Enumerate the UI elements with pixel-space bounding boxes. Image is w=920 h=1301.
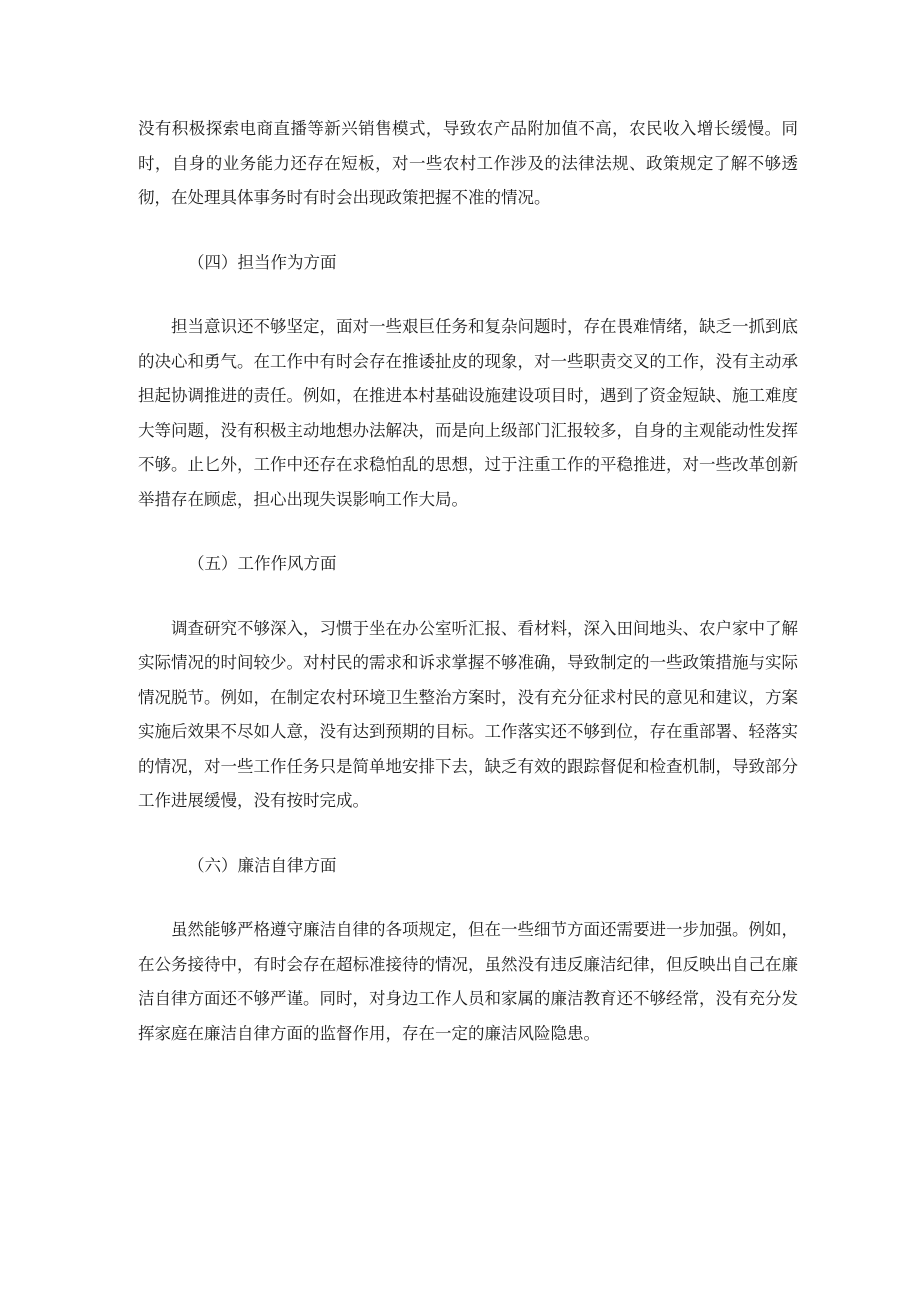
section-4-body: 担当意识还不够坚定，面对一些艰巨任务和复杂问题时，存在畏难情绪，缺乏一抓到底的决心和勇气。在工作中有时会存在推诿扯皮的现象，对一些职责交叉的工作，没有主动承担起协调推进的责任。例如，在推进本村基础设施建设项目时，遇到了资金短缺、施工难度大等问题，没有积极主动地想办法解决，而是向上级部门汇报较多，自身的主观能动性发挥不够。止匕外，工作中还存在求稳怕乱的思想，过于注重工作的平稳推进，对一些改革创新举措存在顾虑，担心出现失误影响工作大局。 [138,317,798,509]
section-6-body: 虽然能够严格遵守廉洁自律的各项规定，但在一些细节方面还需要进一步加强。例如，在公务接待中，有时会存在超标准接待的情况，虽然没有违反廉洁纪律，但反映出自己在廉洁自律方面还不够严谨。同时，对身边工作人员和家属的廉洁教育还不够经常，没有充分发挥家庭在廉洁自律方面的监督作用，存在一定的廉洁风险隐患。 [138,920,798,1043]
section-5-body: 调查研究不够深入，习惯于坐在办公室听汇报、看材料，深入田间地头、农户家中了解实际情况的时间较少。对村民的需求和诉求掌握不够准确，导致制定的一些政策措施与实际情况脱节。例如，在制定农村环境卫生整治方案时，没有充分征求村民的意见和建议，方案实施后效果不尽如人意，没有达到预期的目标。工作落实还不够到位，存在重部署、轻落实的情况，对一些工作任务只是简单地安排下去，缺乏有效的跟踪督促和检查机制，导致部分工作进展缓慢，没有按时完成。 [138,618,798,810]
section-4-heading: （四）担当作为方面 [188,252,337,272]
paragraph-continued: 没有积极探索电商直播等新兴销售模式，导致农产品附加值不高，农民收入增长缓慢。同时，自身的业务能力还存在短板，对一些农村工作涉及的法律法规、政策规定了解不够透彻，在处理具体事务时有时会出现政策把握不准的情况。 [138,119,798,207]
section-6-heading: （六）廉洁自律方面 [188,855,337,875]
document-page [138,112,798,1051]
section-5-heading: （五）工作作风方面 [188,554,337,573]
